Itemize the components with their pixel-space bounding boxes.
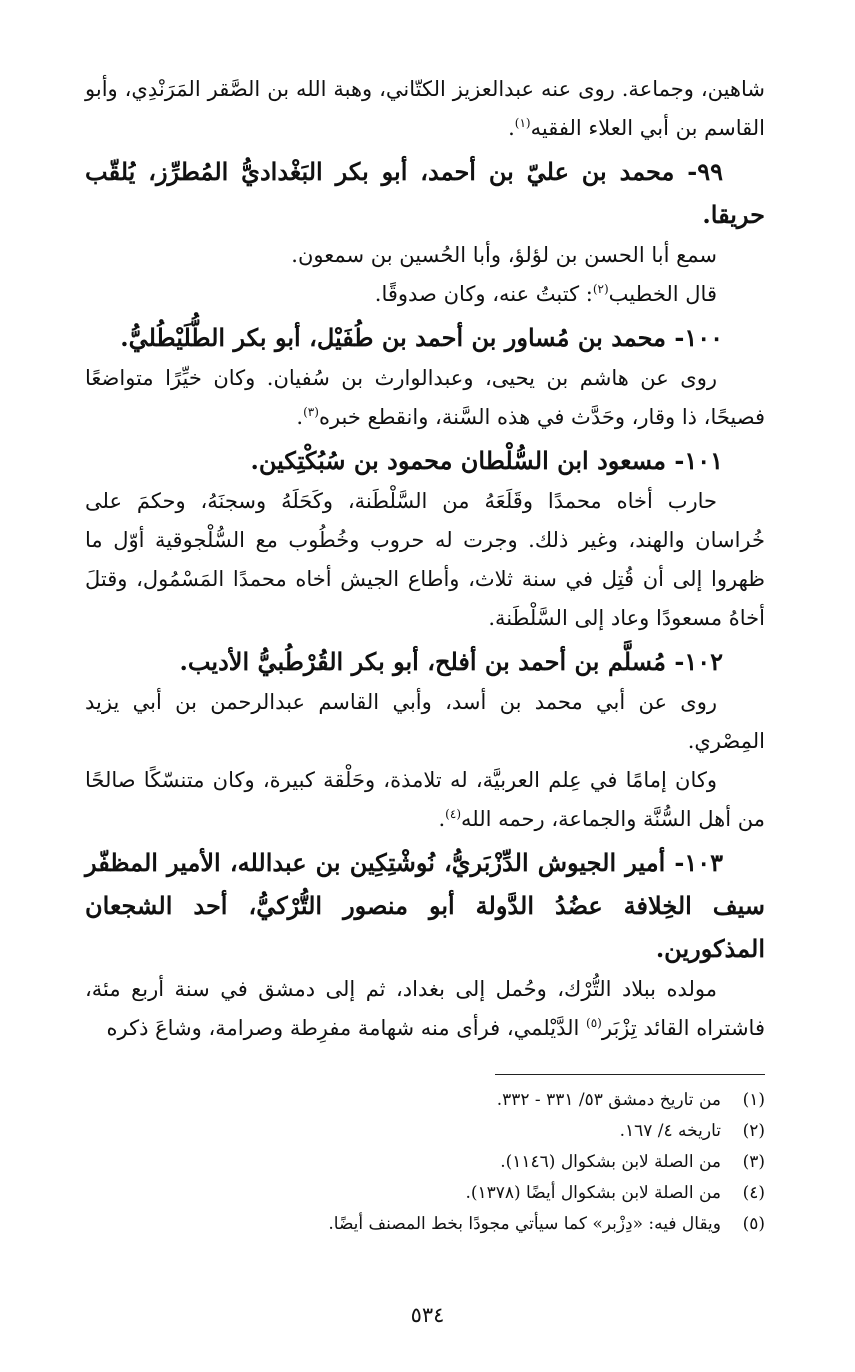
entry-heading-103: ١٠٣- أمير الجيوش الدِّزْبَريُّ، نُوشْتِكِين بن عبدالله، الأمير المظفّر سيف الخِلافة عضُدُ الدَّولة أبو منصور التُّرْكيُّ، أحد الشجعان المذكورين.	[85, 848, 765, 963]
footnote-item	[85, 1209, 765, 1240]
paragraph-continuation: شاهين، وجماعة. روى عنه عبدالعزيز الكتّاني، وهبة الله بن الصَّقر المَرَنْدِي، وأبو القاسم بن أبي العلاء الفقيه$^{(١)}$.	[85, 77, 765, 140]
footnote-number: (٢)	[742, 1121, 765, 1141]
entry-heading-102: ١٠٢- مُسلَّم بن أحمد بن أفلح، أبو بكر القُرْطُبيُّ الأديب.	[179, 647, 723, 676]
paragraph-text: : كتبتُ عنه، وكان صدوقًا.	[374, 282, 593, 306]
paragraph: روى عن أبي محمد بن أسد، وأبي القاسم عبدالرحمن بن أبي يزيد المِصْري.	[85, 690, 765, 753]
paragraph-text: شاهين، وجماعة. روى عنه عبدالعزيز الكتّاني، وهبة الله بن الصَّقر المَرَنْدِي، وأبو القاسم بن أبي العلاء الفقيه	[85, 77, 765, 140]
footnote-number: (١)	[742, 1090, 765, 1110]
footnote-text: من تاريخ دمشق ٥٣/ ٣٣١ - ٣٣٢.	[496, 1090, 721, 1110]
footnotes	[85, 1085, 765, 1240]
footnote-ref[interactable]: (٣)	[303, 405, 319, 419]
footnote-divider	[495, 1074, 765, 1075]
page-number: ٥٣٤	[410, 1303, 445, 1327]
page-body	[85, 70, 765, 1240]
footnote-text: ويقال فيه: «دِزْبر» كما سيأتي مجودًا بخط المصنف أيضًا.	[328, 1214, 721, 1234]
footnote-number: (٥)	[742, 1214, 765, 1234]
paragraph	[85, 275, 765, 314]
footnote-item	[85, 1147, 765, 1178]
footnote-text: تاريخه ٤/ ١٦٧.	[619, 1121, 721, 1141]
footnote-item	[85, 1116, 765, 1147]
footnote-text: من الصلة لابن بشكوال (١١٤٦).	[500, 1152, 721, 1172]
footnote-item	[85, 1178, 765, 1209]
paragraph: حارب أخاه محمدًا وقَلَعَهُ من السَّلْطَنة، وكَحَلَهُ وسجنَهُ، وحكمَ على خُراسان والهند، وغير ذلك. وجرت له حروب وخُطُوب مع السُّلْجوقية أوّل ما ظهروا إلى أن قُتِل في سنة ثلاث، وأطاع الجيش أخاه محمدًا المَسْمُول، وقتلَ أخاهُ مسعودًا وعاد إلى السَّلْطَنة.	[85, 489, 765, 630]
paragraph-text: وكان إمامًا في عِلم العربيَّة، له تلامذة، وحَلْقة كبيرة، وكان متنسّكًا صالحًا من أهل السُّنَّة والجماعة، رحمه الله	[85, 768, 765, 831]
footnote-item	[85, 1085, 765, 1116]
paragraph-text: مولده ببلاد التُّرْك، وحُمل إلى بغداد، ثم إلى دمشق في سنة أربع مئة، فاشتراه القائد تِزْبَر	[85, 977, 765, 1040]
paragraph: روى عن هاشم بن يحيى، وعبدالوارث بن سُفيان. وكان خيِّرًا متواضعًا فصيحًا، ذا وقار، وحَدَّث في هذه السَّنة، وانقطع خبره$^{(٣)}$.	[85, 366, 765, 429]
paragraph: وكان إمامًا في عِلم العربيَّة، له تلامذة، وحَلْقة كبيرة، وكان متنسّكًا صالحًا من أهل السُّنَّة والجماعة، رحمه الله$^{(٤)}$.	[85, 768, 765, 831]
paragraph-text: روى عن هاشم بن يحيى، وعبدالوارث بن سُفيان. وكان خيِّرًا متواضعًا فصيحًا، ذا وقار، وحَدَّث في هذه السَّنة، وانقطع خبره	[85, 366, 765, 429]
paragraph: سمع أبا الحسن بن لؤلؤ، وأبا الحُسين بن سمعون.	[291, 243, 717, 267]
entry-heading-100: ١٠٠- محمد بن مُساور بن أحمد بن طُفَيْل، أبو بكر الطُّلَيْطُليُّ.	[120, 323, 723, 352]
entry-heading-99: ٩٩- محمد بن عليّ بن أحمد، أبو بكر البَغْداديُّ المُطرِّز، يُلقّب حريقا.	[85, 157, 765, 229]
footnote-ref[interactable]: (٥)	[586, 1016, 602, 1030]
footnote-number: (٣)	[742, 1152, 765, 1172]
paragraph-text: قال الخطيب	[608, 282, 717, 306]
paragraph	[85, 970, 765, 1048]
paragraph-text: الدَّيْلمي، فرأى منه شهامة مفرِطة وصرامة، وشاعَ ذكره	[106, 1016, 587, 1040]
footnote-number: (٤)	[742, 1183, 765, 1203]
footnote-ref[interactable]: (٤)	[445, 807, 461, 821]
footnote-ref[interactable]: (٢)	[592, 282, 609, 296]
footnote-ref[interactable]: (١)	[514, 116, 531, 130]
footnote-text: من الصلة لابن بشكوال أيضًا (١٣٧٨).	[465, 1183, 721, 1203]
entry-heading-101: ١٠١- مسعود ابن السُّلْطان محمود بن سُبُكْتِكين.	[250, 446, 723, 475]
